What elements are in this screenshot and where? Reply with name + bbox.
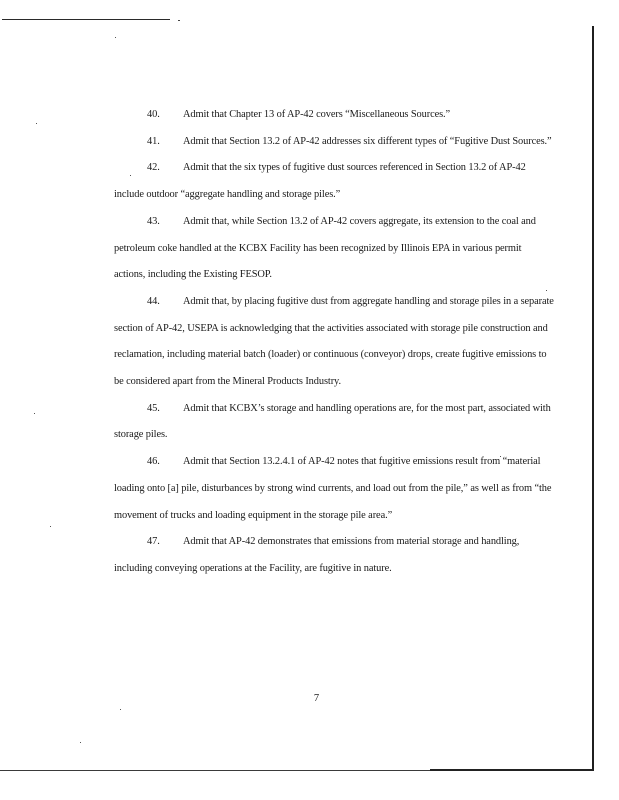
- document-body: [114, 102, 554, 583]
- page-number: 7: [313, 693, 320, 704]
- paragraph-number: 46.: [147, 456, 160, 468]
- numbered-paragraph-45: [114, 396, 554, 449]
- paragraph-number: 40.: [147, 109, 160, 120]
- paragraph-text: Admit that, by placing fugitive dust from aggregate handling and storage piles in a separate section of AP-42, USEPA is acknowledging that the activities associated with storage pile construction and reclamation, including material batch (loader) or continuous (conveyor) drops, create fugitive emissions to be considered apart from the Mineral Products Industry.: [114, 295, 554, 388]
- paragraph-text: Admit that AP-42 demonstrates that emissions from material storage and handling, including conveying operations at the Facility, are fugitive in nature.: [114, 536, 520, 574]
- paragraph-text: Admit that Section 13.2.4.1 of AP-42 notes that fugitive emissions result from “material loading onto [a] pile, disturbances by strong wind currents, and load out from the pile,” as well as from “the movement of trucks and loading equipment in the storage pile area.”: [114, 456, 552, 521]
- scan-speck: [36, 123, 37, 124]
- numbered-paragraph-41: [114, 129, 554, 156]
- numbered-paragraph-44: [114, 289, 554, 396]
- page-right-edge: [592, 26, 594, 770]
- paragraph-number: 43.: [147, 215, 160, 227]
- paragraph-number: 42.: [147, 162, 160, 174]
- scan-speck: [50, 526, 51, 527]
- top-divider-line: [2, 19, 170, 20]
- numbered-paragraph-40: [114, 102, 554, 129]
- paragraph-text: Admit that the six types of fugitive dust sources referenced in Section 13.2 of AP-42 include outdoor “aggregate handling and storage piles.”: [114, 162, 526, 201]
- scan-speck: [178, 20, 180, 21]
- paragraph-number: 44.: [147, 295, 160, 307]
- paragraph-text: Admit that Chapter 13 of AP-42 covers “Miscellaneous Sources.”: [183, 109, 451, 120]
- bottom-divider-thick: [430, 769, 594, 771]
- paragraph-text: Admit that, while Section 13.2 of AP-42 covers aggregate, its extension to the coal and petroleum coke handled at the KCBX Facility has been recognized by Illinois EPA in various permit actions, including the Existing FESOP.: [114, 215, 536, 281]
- numbered-paragraph-46: [114, 449, 554, 529]
- paragraph-number: 41.: [147, 135, 160, 147]
- scan-speck: [120, 709, 121, 710]
- paragraph-text: Admit that Section 13.2 of AP-42 addresses six different types of “Fugitive Dust Sources.”: [183, 135, 552, 147]
- scan-speck: [115, 37, 116, 38]
- numbered-paragraph-42: [114, 155, 554, 208]
- paragraph-number: 47.: [147, 536, 160, 548]
- scan-speck: [34, 413, 35, 414]
- numbered-paragraph-43: [114, 209, 554, 289]
- numbered-paragraph-47: [114, 529, 554, 582]
- paragraph-text: Admit that KCBX’s storage and handling operations are, for the most part, associated with storage piles.: [114, 402, 551, 441]
- paragraph-number: 45.: [147, 402, 160, 414]
- scan-speck: [80, 742, 81, 743]
